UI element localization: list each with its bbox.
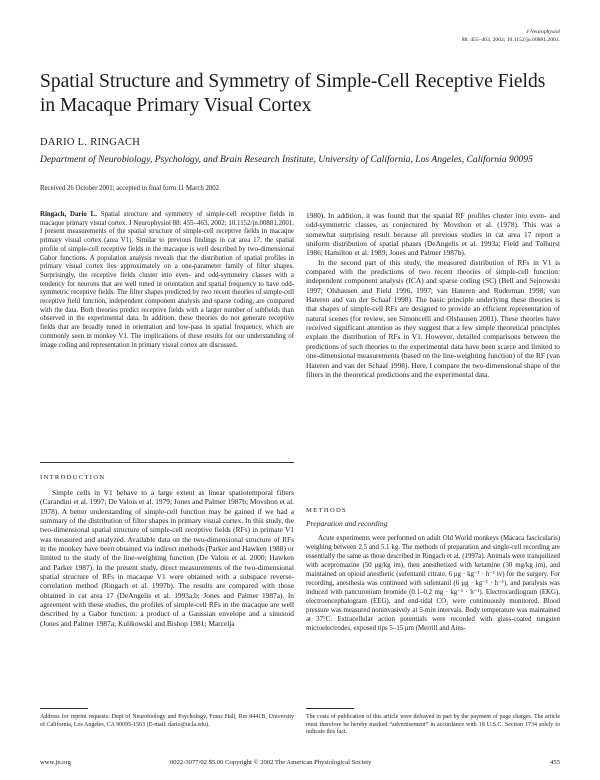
abstract-text: Spatial structure and symmetry of simple-cell receptive fields in macaque primary visual cortex. J Neurophysiol 88: 455–463, 2002; 10.1152/jn.00881.2001. I present measurements of the spatial structure of simple-cell receptive fields in macaque primary visual cortex (area V1). Similar to previous findings in cat area 17, the spatial profile of simple-cell receptive fields in the macaque is well described by two-dimensional Gabor functions. A population analysis reveals that the distribution of spatial profiles in primary visual cortex lies approximately on a one-parameter family of filter shapes. Surprisingly, the receptive fields cluster into even- and odd-symmetry classes with a tendency for neurons that are well tuned in orientation and spatial frequency to have odd-symmetric receptive fields. The filter shapes predicted by two recent theories of simple-cell receptive field function, independent component analysis and sparse coding, are compared with the data. Both theories predict receptive fields with a larger number of subfields than observed in the experimental data. In addition, these theories do not generate receptive fields that are broadly tuned in orientation and low-pass in spatial frequency, which are commonly seen in monkey V1. The implications of these results for our understanding of image coding and representation in primary visual cortex are discussed. <box>40 211 294 349</box>
article-title: Spatial Structure and Symmetry of Simple-Cell Receptive Fields in Macaque Primary Visual Cortex <box>40 71 546 116</box>
footer-copyright: 0022-3077/02 $5.00 Copyright © 2002 The American Physiological Society <box>170 759 372 766</box>
introduction-body <box>40 488 294 628</box>
journal-name: J Neurophysiol <box>526 29 560 35</box>
journal-header <box>462 28 560 44</box>
introduction-heading: INTRODUCTION <box>40 474 106 481</box>
footnote-rule-left <box>40 708 88 709</box>
introduction-paragraph: Simple cells in V1 behave to a large extent as linear spatiotemporal filters (Carandini et al. 1997; De Valois et al. 1979; Jones and Palmer 1987b; Movshon et al. 1978). A better understanding of simple-cell function may be gained if we had a summary of the distribution of filter shapes in primary visual cortex. In this study, the two-dimensional spatial structure of simple-cell receptive fields (RFs) in primate V1 was measured and analyzed. Available data on the two-dimensional structure of RFs in the monkey have been obtained via indirect methods (Parker and Hawken 1988) or limited to the study of the line-weighting function (De Valois et al. 2000; Hawken and Parker 1987). In the present study, direct measurements of the two-dimensional spatial structure of RFs in macaque V1 were obtained with a subspace reverse-correlation method (Ringach et al. 1997b). The results are compared with those obtained in cat area 17 (DeAngelis et al. 1993a,b; Jones and Palmer 1987a). In agreement with these studies, the profiles of simple-cell RFs in the macaque are well described by a Gabor function: a product of a Gaussian envelope and a sinusoid (Jones and Palmer 1987a; Kulikowski and Bishop 1981; Marcelja <box>40 488 294 628</box>
right-paragraph-1: 1980). In addition, it was found that the spatial RF profiles cluster into even- and odd-symmetric classes, as conjectured by Movshon et al. (1978). This was a somewhat surprising result because all previous studies in cat area 17 report a uniform distribution of spatial phases (DeAngelis et al. 1993a; Field and Tolhurst 1986; Hamilton et al. 1989; Jones and Palmer 1987b). <box>306 211 560 258</box>
methods-paragraph: Acute experiments were performed on adult Old World monkeys (Macaca fascicularis) weighing between 2.5 and 5.1 kg. The methods of preparation and single-cell recording are essentially the same as those described in Ringach et al. (1997a). Animals were tranquilized with acepromazine (50 μg/kg im), then anesthetized with ketamine (30 mg/kg im), and maintained on opioid anesthetic (sufentanil citrate, 6 μg · kg⁻¹ · h⁻¹ iv) for the surgery. For recording, anesthesia was continued with sufentanil (6 μg · kg⁻¹ · h⁻¹), and paralysis was induced with pancuronium bromide (0.1–0.2 mg · kg⁻¹ · h⁻¹). Electrocardiogram (EKG), electroencephalogram (EEG), and end-tidal CO₂ were continuously monitored. Blood pressure was measured noninvasively at 5-min intervals. Body temperature was maintained at 37°C. Extracellular action potentials were recorded with glass-coated tungsten microelectrodes, exposed tips 5–15 μm (Merrill and Ains- <box>306 535 560 632</box>
methods-heading: METHODS <box>306 507 347 514</box>
right-column-intro <box>306 211 560 379</box>
methods-subheading: Preparation and recording <box>306 519 388 528</box>
footnote-address: Address for reprint requests: Dept of Neurobiology and Psychology, Franz Hall, Rm 8441B, University of California, Los Angeles, CA 90095-1563 (E-mail: dario@ucla.edu). <box>40 714 294 728</box>
footnote-rule-right <box>306 708 354 709</box>
right-paragraph-2: In the second part of this study, the measured distribution of RFs in V1 is compared with the predictions of two recent theories of simple-cell function: independent component analysis (ICA) and sparse coding (SC) (Bell and Sejnowski 1997; Olshausen and Field 1996, 1997; van Hateren and Ruderman 1998; van Hateren and van der Schaaf 1998). The basic principle underlying these theories is that shapes of simple-cell RFs are designed to provide an efficient representation of natural scenes (for review, see Simoncelli and Olshausen 2001). These theories have received significant attention as they suggest that a few simple theoretical principles explain the distribution of RFs in V1. However, detailed comparisons between the predictions of such theories to the experimental data have been scarce and limited to one-dimensional measurements (based on the line-weighting function) of the RF (van Hateren and van der Schaaf 1998). Here, I compare the two-dimensional shape of the filters in the theoretical predictions and the experimental data. <box>306 257 560 379</box>
abstract <box>40 211 294 350</box>
methods-body <box>306 534 560 633</box>
abstract-divider <box>40 462 294 463</box>
abstract-lead: Ringach, Dario L. <box>40 211 97 218</box>
author-affiliation: Department of Neurobiology, Psychology, and Brain Research Institute, University of California, Los Angeles, California 90095 <box>40 154 533 165</box>
author-name: DARIO L. RINGACH <box>40 137 141 148</box>
journal-citation: 88: 455–463, 2002; 10.1152/jn.00881.2001. <box>461 37 560 43</box>
footnote-costs: The costs of publication of this article were defrayed in part by the payment of page charges. The article must therefore be hereby marked “advertisement” in accordance with 18 U.S.C. Section 1734 solely to indicate this fact. <box>306 714 560 736</box>
received-dates: Received 26 October 2001; accepted in final form 11 March 2002 <box>40 185 220 192</box>
footer-website: www.jn.org <box>40 759 71 766</box>
page-number: 455 <box>550 759 560 766</box>
